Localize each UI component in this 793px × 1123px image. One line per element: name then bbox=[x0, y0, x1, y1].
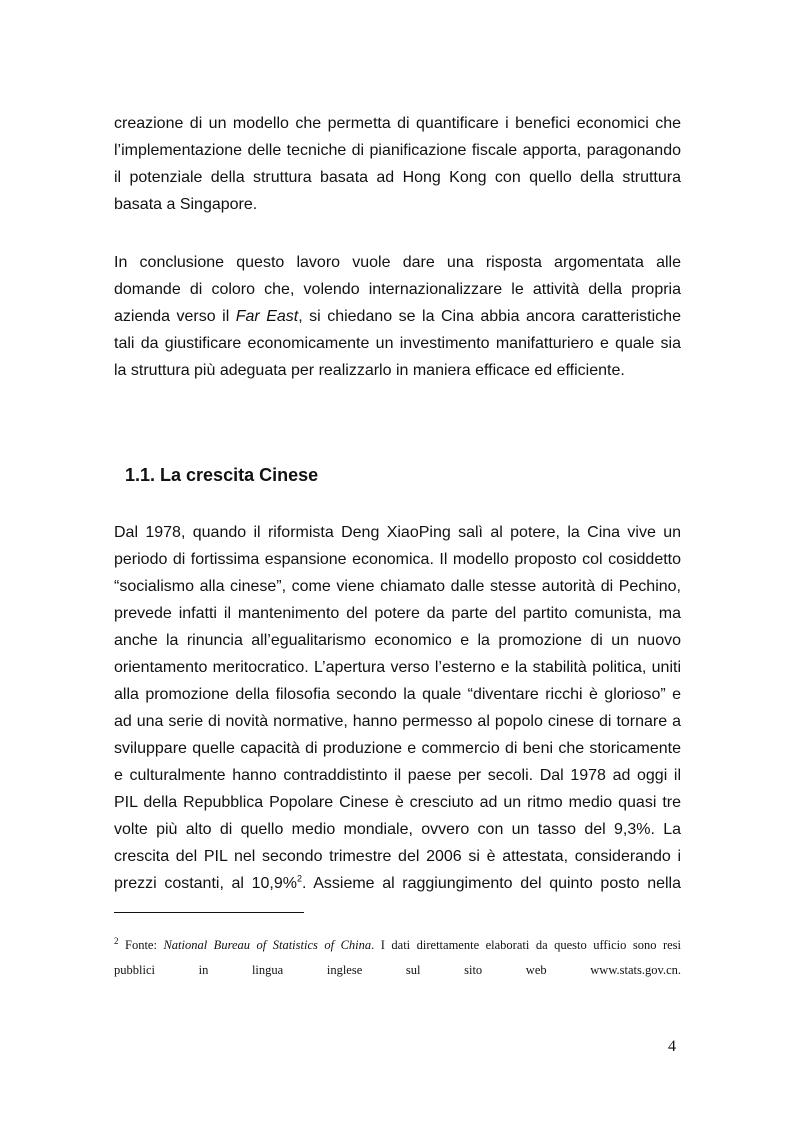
text-line: crescita del PIL nel secondo trimestre del 2006 si è attestata, considerando i bbox=[114, 848, 681, 865]
text-line: In conclusione questo lavoro vuole dare una risposta argomentata alle bbox=[114, 254, 681, 271]
text-segment: . Assieme al raggiungimento del quinto posto nella bbox=[302, 875, 682, 892]
footnote-separator bbox=[114, 912, 304, 913]
text-line: domande di coloro che, volendo internazionalizzare le attività della propria bbox=[114, 281, 681, 298]
text-line: Dal 1978, quando il riformista Deng XiaoPing salì al potere, la Cina vive un bbox=[114, 524, 681, 541]
text-segment: azienda verso il bbox=[114, 308, 236, 325]
page-number: 4 bbox=[668, 1038, 676, 1055]
text-segment: prezzi costanti, al 10,9% bbox=[114, 875, 297, 892]
emphasis-far-east: Far East bbox=[235, 308, 299, 325]
paragraph-conclusion bbox=[114, 249, 681, 384]
footnote-text: . I dati direttamente elaborati da questo ufficio sono resi bbox=[371, 938, 681, 952]
text-line: alla promozione della filosofia secondo la quale “diventare ricchi è glorioso” e bbox=[114, 686, 681, 703]
text-line: prevede infatti il mantenimento del potere da parte del partito comunista, ma bbox=[114, 605, 681, 622]
text-line: volte più alto di quello medio mondiale, ovvero con un tasso del 9,3%. La bbox=[114, 821, 681, 838]
text-line: “socialismo alla cinese”, come viene chiamato dalle stesse autorità di Pechino, bbox=[114, 578, 681, 595]
text-line: periodo di fortissima espansione economica. Il modello proposto col cosiddetto bbox=[114, 551, 681, 568]
text-segment: , si chiedano se la Cina abbia ancora caratteristiche bbox=[298, 308, 681, 325]
footnote-marker: 2 bbox=[114, 935, 119, 946]
footnote-line bbox=[114, 933, 681, 958]
text-line: basata a Singapore. bbox=[114, 196, 258, 213]
text-line: PIL della Repubblica Popolare Cinese è cresciuto ad un ritmo medio quasi tre bbox=[114, 794, 681, 811]
text-line: e culturalmente hanno contraddistinto il paese per secoli. Dal 1978 ad oggi il bbox=[114, 767, 681, 784]
text-line: la struttura più adeguata per realizzarlo in maniera efficace ed efficiente. bbox=[114, 362, 625, 379]
text-line: tali da giustificare economicamente un investimento manifatturiero e quale sia bbox=[114, 335, 681, 352]
text-line: creazione di un modello che permetta di quantificare i benefici economici che bbox=[114, 115, 681, 132]
paragraph-chinese-growth bbox=[114, 519, 681, 897]
text-line bbox=[114, 303, 681, 330]
text-line: l’implementazione delle tecniche di pianificazione fiscale apporta, paragonando bbox=[114, 142, 681, 159]
text-line: ad una serie di novità normative, hanno permesso al popolo cinese di tornare a bbox=[114, 713, 681, 730]
text-line: sviluppare quelle capacità di produzione e commercio di beni che storicamente bbox=[114, 740, 681, 757]
footnote-line: pubblici in lingua inglese sul sito web www.stats.gov.cn. bbox=[114, 963, 681, 977]
footnote bbox=[114, 933, 681, 983]
section-heading: 1.1. La crescita Cinese bbox=[125, 465, 319, 485]
text-line: orientamento meritocratico. L’apertura verso l’esterno e la stabilità politica, uniti bbox=[114, 659, 681, 676]
paragraph-intro-continued bbox=[114, 110, 681, 218]
text-line: il potenziale della struttura basata ad Hong Kong con quello della struttura bbox=[114, 169, 681, 186]
footnote-label: Fonte: bbox=[118, 938, 164, 952]
footnote-source: National Bureau of Statistics of China bbox=[163, 938, 372, 952]
text-line bbox=[114, 870, 681, 897]
footnote-reference[interactable]: 2 bbox=[297, 873, 303, 884]
text-line: anche la rinuncia all’egualitarismo economico e la promozione di un nuovo bbox=[114, 632, 681, 649]
